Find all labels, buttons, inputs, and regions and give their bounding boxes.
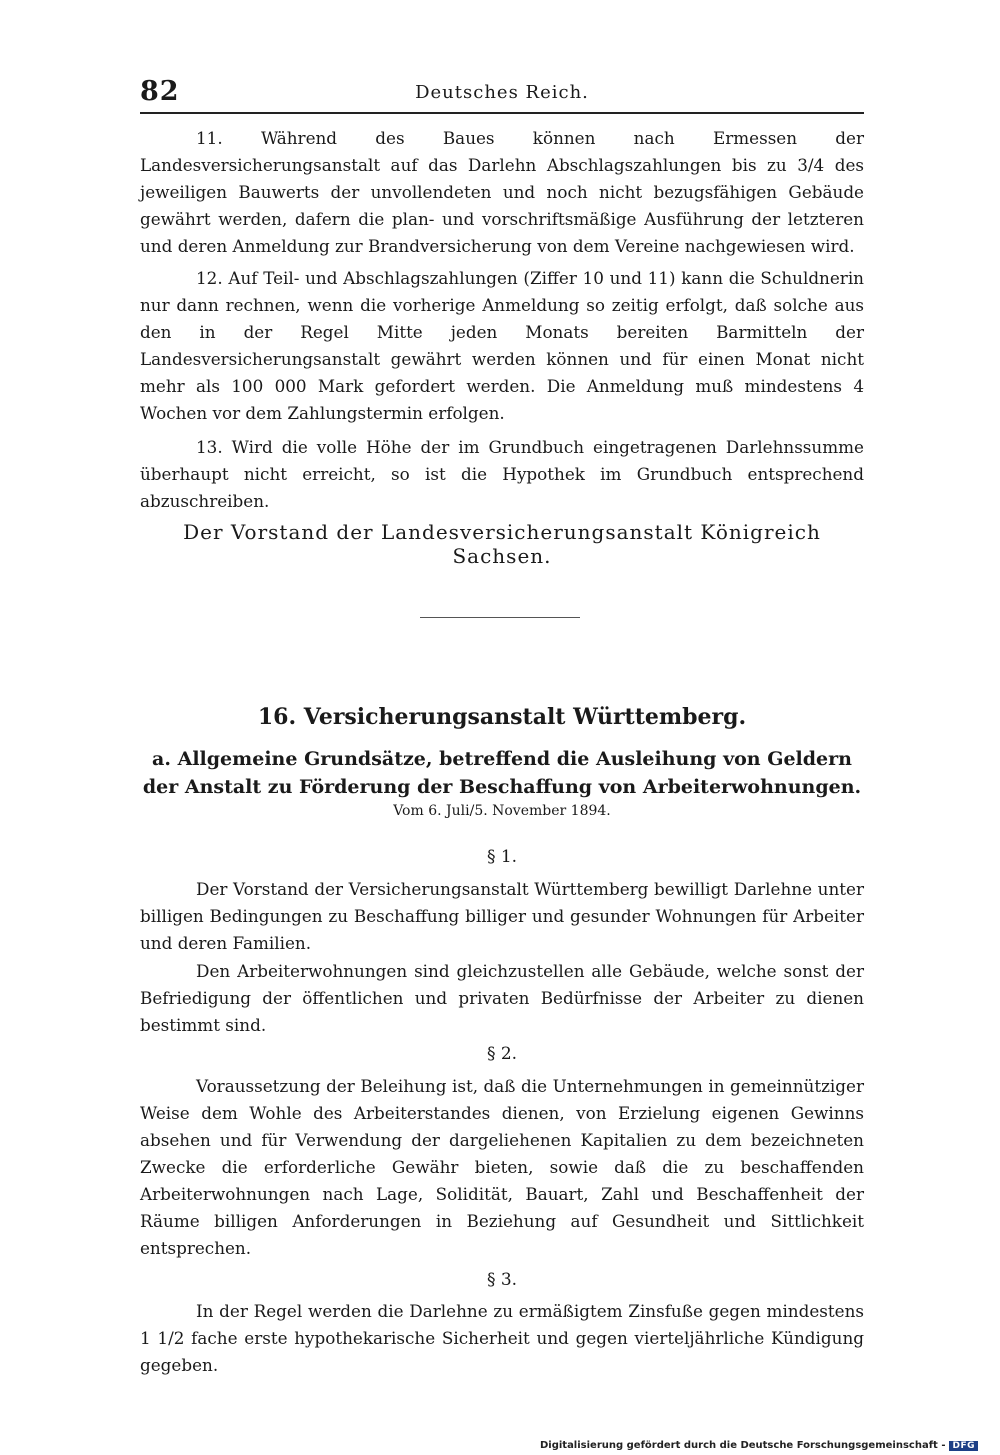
clause-11: 11. Während des Baues können nach Ermessen der Landesversicherungsanstalt auf das Darlehn Abschlagszahlungen bis zu 3/4 des jeweiligen Bauwerts der unvollendeten und noch nicht bezugsfähigen Gebäude gewährt werden, dafern die plan- und vorschriftsmäßige Ausführung der letzteren und deren Anmeldung zur Brandversicherung von dem Vereine nachgewiesen wird. <box>140 128 864 256</box>
page-header <box>140 76 864 112</box>
paragraph-2-text: Voraussetzung der Beleihung ist, daß die Unternehmungen in gemeinnütziger Weise dem Wohle des Arbeiterstandes dienen, von Erzielung eigenen Gewinns absehen und für Verwendung der dargeliehenen Kapitalien zu dem bezeichneten Zwecke die erforderliche Gewähr bieten, sowie daß die zu beschaffenden Arbeiterwohnungen nach Lage, Solidität, Bauart, Zahl und Beschaffenheit der Räume billigen Anforderungen in Beziehung auf Gesundheit und Sittlichkeit entsprechen. <box>140 1076 864 1258</box>
page-number: 82 <box>140 76 180 107</box>
clause-13: 13. Wird die volle Höhe der im Grundbuch eingetragenen Darlehnssumme überhaupt nicht erreicht, so ist die Hypothek im Grundbuch entsprechend abzuschreiben. <box>140 437 864 511</box>
section-subtitle: a. Allgemeine Grundsätze, betreffend die Ausleihung von Geldern der Anstalt zu Förderung der Beschaffung von Arbeiterwohnungen. <box>142 748 862 798</box>
running-head: Deutsches Reich. <box>415 82 589 103</box>
section-date: Vom 6. Juli/5. November 1894. <box>393 803 611 819</box>
paragraph-3-text: In der Regel werden die Darlehne zu ermäßigtem Zinsfuße gegen mindestens 1 1/2 fache erste hypothekarische Sicherheit und gegen vierteljährliche Kündigung gegeben. <box>140 1301 864 1375</box>
section-title: 16. Versicherungsanstalt Württemberg. <box>257 704 747 730</box>
paragraph-1-text-b: Den Arbeiterwohnungen sind gleichzustellen alle Gebäude, welche sonst der Befriedigung der öffentlichen und privaten Bedürfnisse der Arbeiter zu dienen bestimmt sind. <box>140 961 864 1035</box>
clause-12: 12. Auf Teil- und Abschlagszahlungen (Ziffer 10 und 11) kann die Schuldnerin nur dann rechnen, wenn die vorherige Anmeldung so zeitig erfolgt, daß solche aus den in der Regel Mitte jeden Monats bereiten Barmitteln der Landesversicherungsanstalt gewährt werden können und für einen Monat nicht mehr als 100 000 Mark gefordert werden. Die Anmeldung muß mindestens 4 Wochen vor dem Zahlungstermin erfolgen. <box>140 268 864 423</box>
dfg-logo: DFG <box>949 1441 978 1451</box>
credit-text: Digitalisierung gefördert durch die Deutsche Forschungsgemeinschaft - <box>539 1440 946 1451</box>
signature-line: Der Vorstand der Landesversicherungsanstalt Königreich Sachsen. <box>183 520 821 568</box>
paragraph-1-heading: § 1. <box>486 847 518 867</box>
paragraph-3-heading: § 3. <box>486 1270 518 1290</box>
paragraph-1-text-a: Der Vorstand der Versicherungsanstalt Württemberg bewilligt Darlehne unter billigen Bedingungen zu Beschaffung billiger und gesunder Wohnungen für Arbeiter und deren Familien. <box>140 879 864 953</box>
section-separator <box>420 617 580 618</box>
header-rule <box>140 112 864 114</box>
paragraph-2-heading: § 2. <box>486 1044 518 1064</box>
digitization-credit <box>540 1440 978 1451</box>
